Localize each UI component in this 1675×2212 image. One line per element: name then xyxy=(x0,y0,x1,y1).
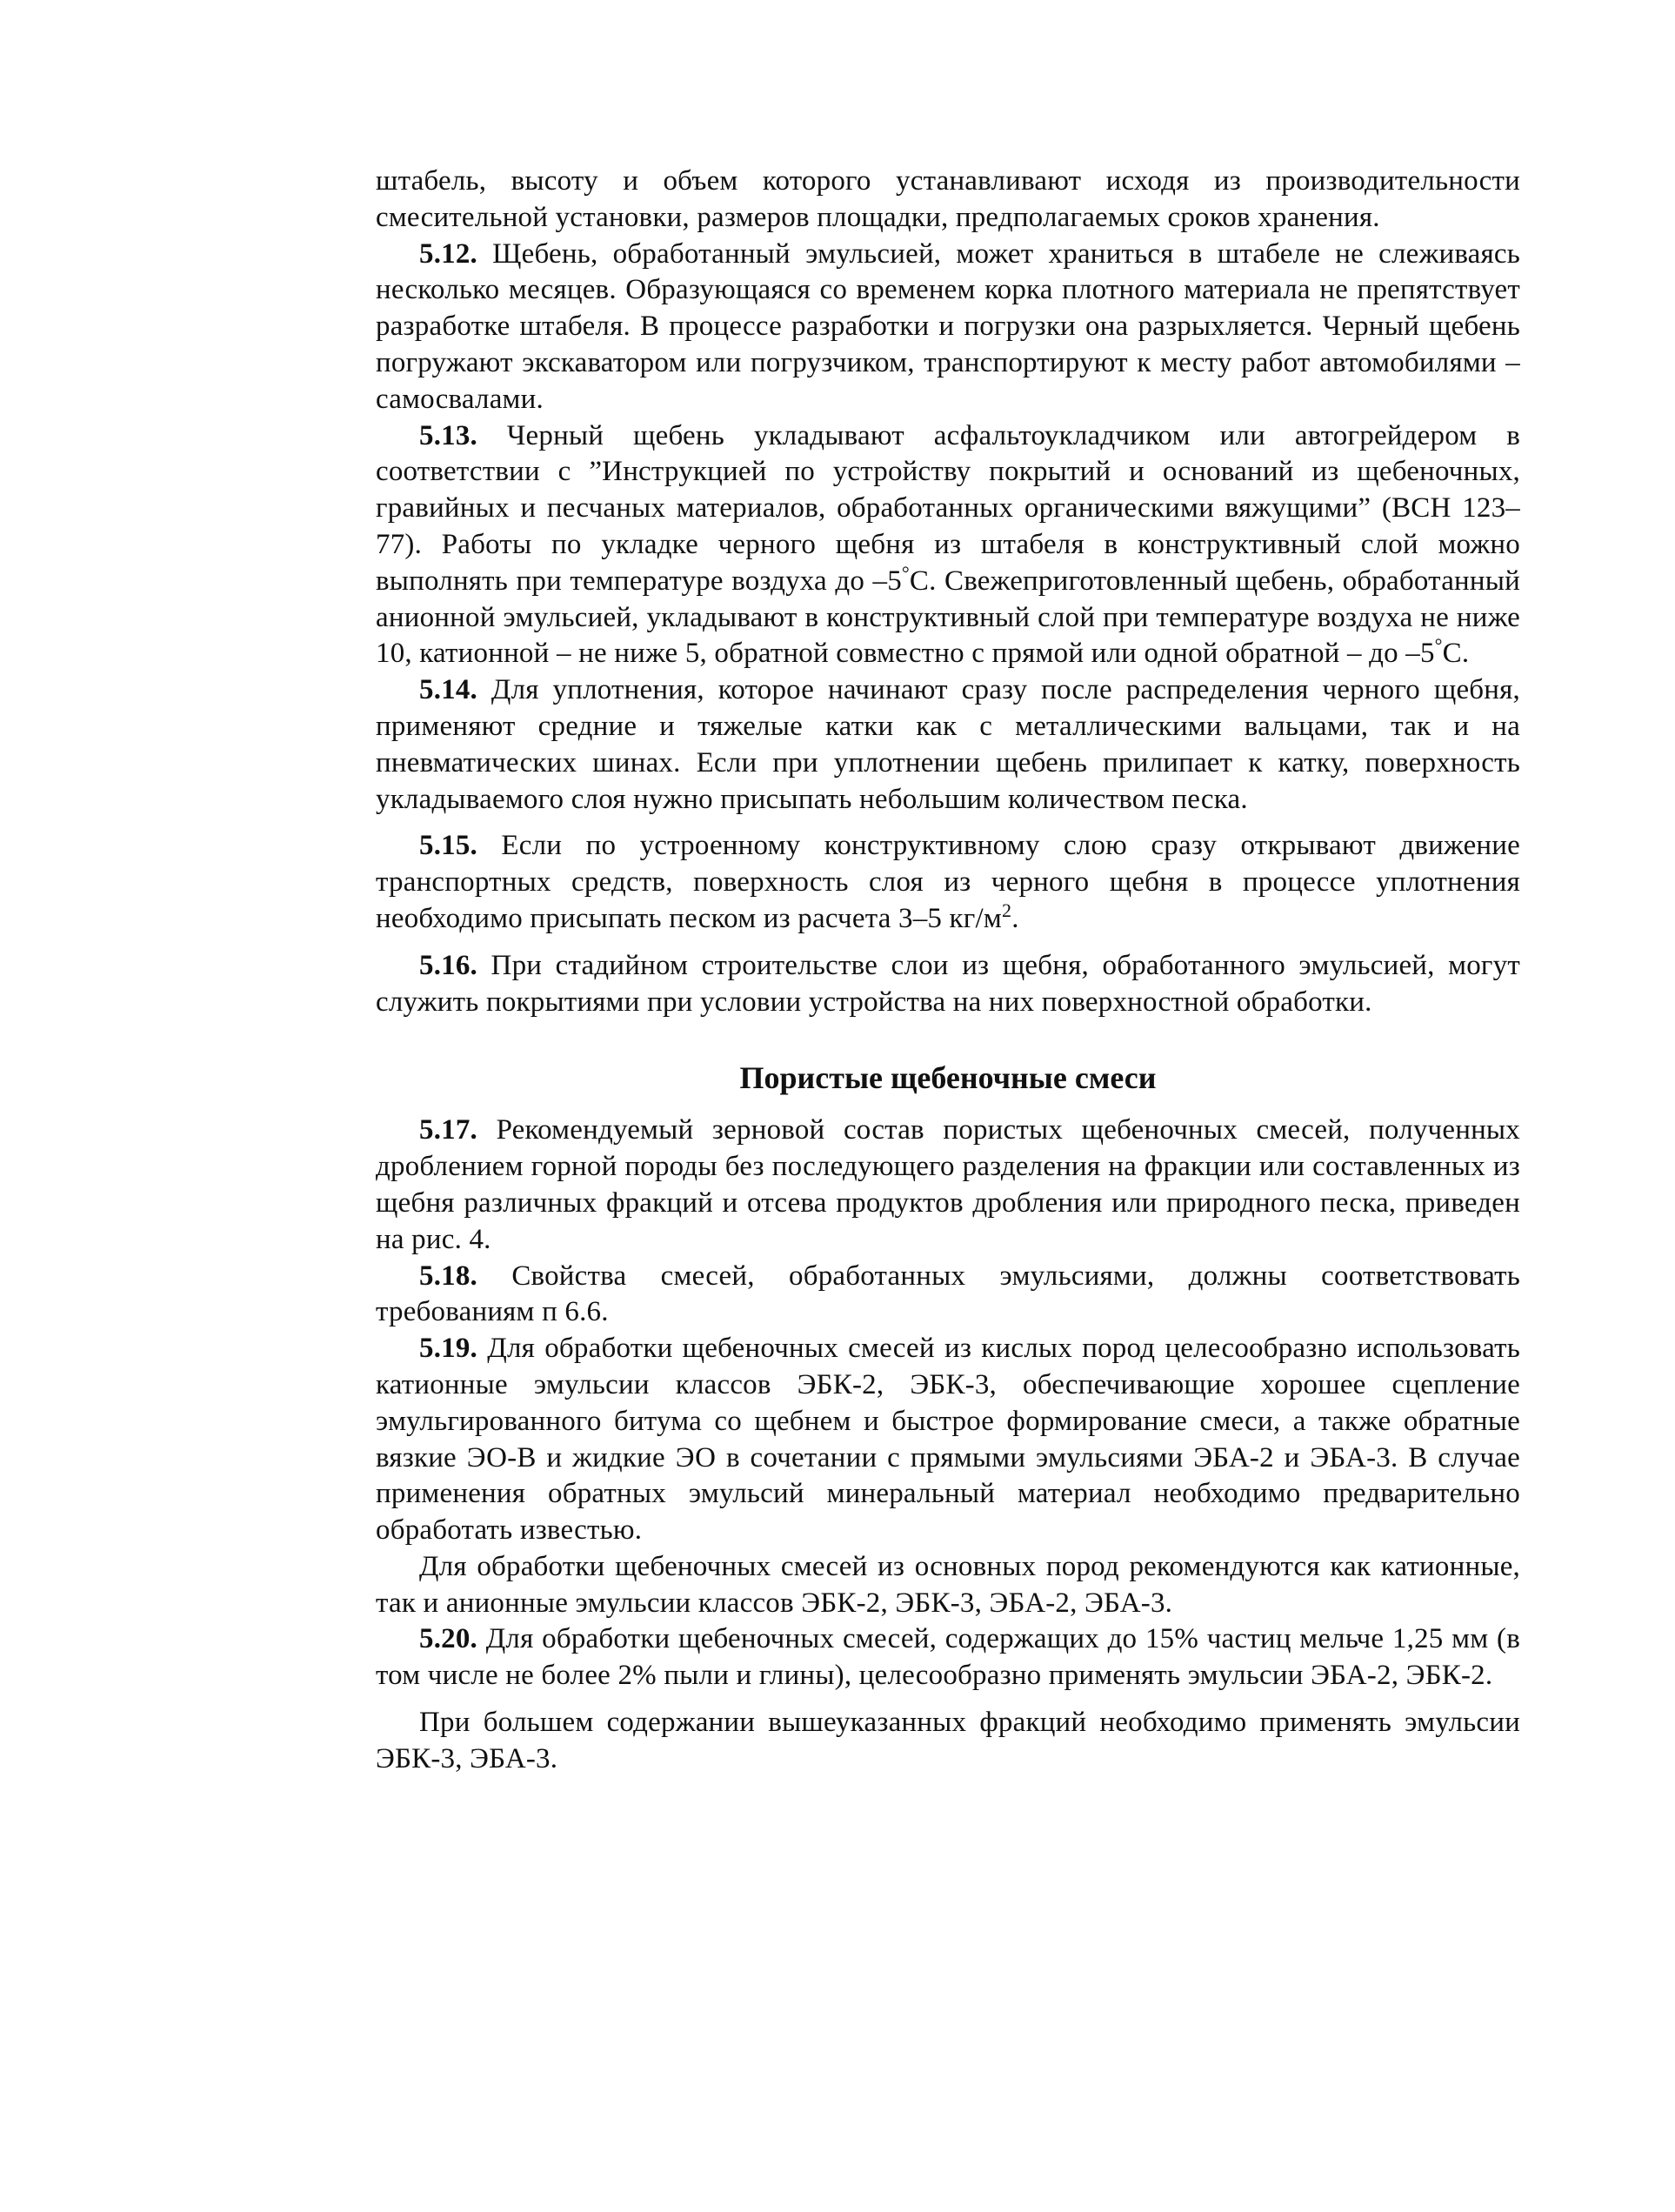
paragraph-text: При большем содержании вышеуказанных фракций необходимо применять эмульсии ЭБК-3, ЭБА-3. xyxy=(376,1707,1520,1774)
paragraph-5-14 xyxy=(376,672,1520,818)
paragraph-5-19-continued xyxy=(376,1549,1520,1622)
paragraph-number: 5.12. xyxy=(419,237,477,270)
paragraph-number: 5.16. xyxy=(419,949,477,981)
paragraph-text: Для уплотнения, которое начинают сразу после распределения черного щебня, применяют средние и тяжелые катки как с металлическими вальцами, так и на пневматических шинах. Если при уплотнении щебень прилипает к катку, поверхность укладываемого слоя нужно присыпать небольшим количеством песка. xyxy=(376,674,1520,815)
paragraph-5-17 xyxy=(376,1113,1520,1258)
paragraph-number: 5.14. xyxy=(419,674,477,706)
paragraph-number: 5.17. xyxy=(419,1114,477,1146)
paragraph-text: . xyxy=(1011,902,1019,934)
paragraph-text: Черный щебень укладывают асфальтоукладчиком или автогрейдером в соответствии с ”Инструкцией по устройству покрытий и оснований из щебеночных, гравийных и песчаных материалов, обработанных органическими вяжущими” (ВСН 123–77). Работы по укладке черного щебня из штабеля в конструктивный слой можно выполнять при температуре воздуха до –5 xyxy=(376,419,1520,597)
degree-sign: ° xyxy=(1434,634,1443,657)
paragraph-5-16 xyxy=(376,948,1520,1021)
paragraph-5-19 xyxy=(376,1331,1520,1549)
paragraph-text: С. Свежеприготовленный щебень, обработанный анионной эмульсией, укладывают в конструктивный слой при температуре воздуха не ниже 10, катионной – не ниже 5, обратной совместно с прямой или одной обратной – до –5 xyxy=(376,565,1520,670)
paragraph-number: 5.15. xyxy=(419,830,477,862)
paragraph-text: Рекомендуемый зерновой состав пористых щебеночных смесей, полученных дроблением горной породы без последующего разделения на фракции или составленных из щебня различных фракций и отсева продуктов дробления или природного песка, приведен на рис. 4. xyxy=(376,1114,1520,1255)
superscript: 2 xyxy=(1001,899,1012,921)
paragraph-text: штабель, высоту и объем которого устанавливают исходя из производительности смесительной установки, размеров площадки, предполагаемых сроков хранения. xyxy=(376,165,1520,233)
paragraph-5-12 xyxy=(376,237,1520,418)
paragraph-text: Свойства смесей, обработанных эмульсиями, должны соответствовать требованиям п 6.6. xyxy=(376,1260,1520,1328)
paragraph-text: Для обработки щебеночных смесей, содержащих до 15% частиц мельче 1,25 мм (в том числе не более 2% пыли и глины), целесообразно применять эмульсии ЭБА-2, ЭБК-2. xyxy=(376,1623,1520,1692)
paragraph-text: При стадийном строительстве слои из щебня, обработанного эмульсией, могут служить покрытиями при условии устройства на них поверхностной обработки. xyxy=(376,949,1520,1018)
paragraph-text: С. xyxy=(1442,638,1470,670)
paragraph-5-15 xyxy=(376,828,1520,937)
paragraph-5-18 xyxy=(376,1259,1520,1332)
paragraph-text: Для обработки щебеночных смесей из кислых пород целесообразно использовать катионные эмульсии классов ЭБК-2, ЭБК-3, обеспечивающие хорошее сцепление эмульгированного битума со щебнем и быстрое формирование смеси, а также обратные вязкие ЭО-В и жидкие ЭО в сочетании с прямыми эмульсиями ЭБА-2 и ЭБА-3. В случае применения обратных эмульсий минеральный материал необходимо предварительно обработать известью. xyxy=(376,1333,1520,1547)
section-heading: Пористые щебеночные смеси xyxy=(739,1060,1157,1096)
degree-sign: ° xyxy=(901,561,910,584)
paragraph-number: 5.18. xyxy=(419,1260,477,1292)
paragraph-5-20 xyxy=(376,1621,1520,1694)
paragraph-number: 5.13. xyxy=(419,419,477,451)
paragraph-text: Для обработки щебеночных смесей из основных пород рекомендуются как катионные, так и анионные эмульсии классов ЭБК-2, ЭБК-3, ЭБА-2, ЭБА-3. xyxy=(376,1550,1520,1619)
paragraph-5-13 xyxy=(376,418,1520,673)
paragraph-number: 5.19. xyxy=(419,1333,477,1365)
paragraph-number: 5.20. xyxy=(419,1623,477,1655)
paragraph-text: Если по устроенному конструктивному слою сразу открывают движение транспортных средств, поверхность слоя из черного щебня в процессе уплотнения необходимо присыпать песком из расчета 3–5 кг/м xyxy=(376,830,1520,934)
paragraph-5-20-continued xyxy=(376,1705,1520,1778)
paragraph-continuation xyxy=(376,164,1520,237)
document-page xyxy=(376,164,1520,1778)
paragraph-text: Щебень, обработанный эмульсией, может храниться в штабеле не слеживаясь несколько месяцев. Образующаяся со временем корка плотного материала не препятствует разработке штабеля. В процессе разработки и погрузки она разрыхляется. Черный щебень погружают экскаватором или погрузчиком, транспортируют к месту работ автомобилями – самосвалами. xyxy=(376,237,1520,415)
